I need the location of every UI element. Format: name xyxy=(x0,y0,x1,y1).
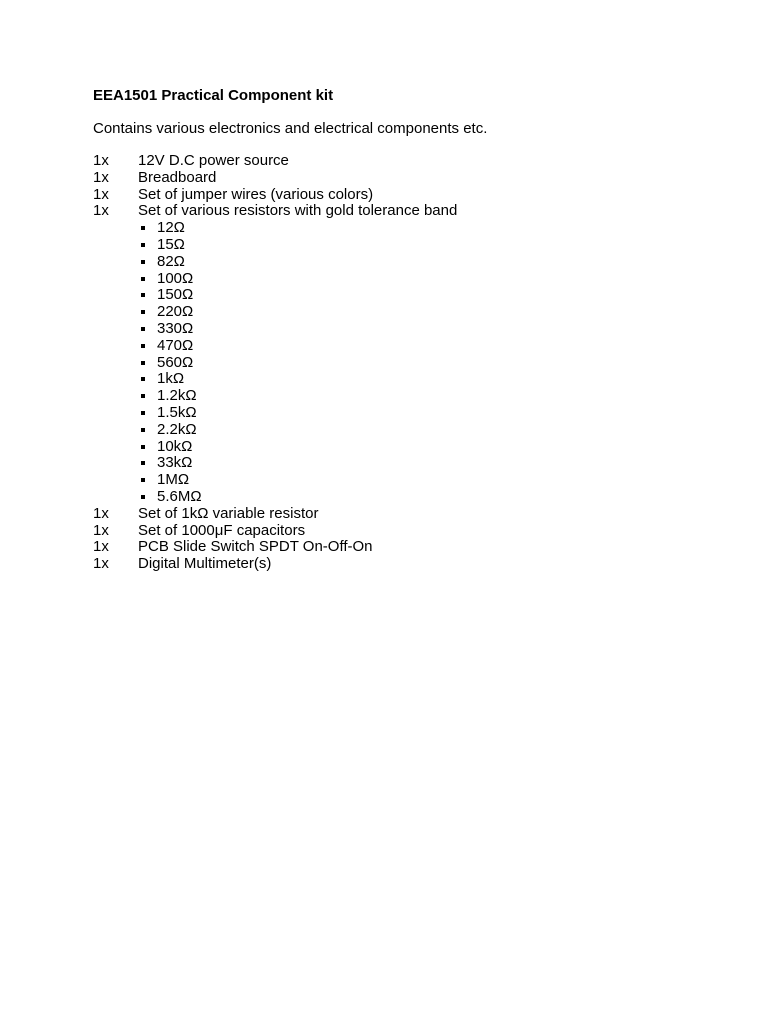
resistor-value: 33kΩ xyxy=(157,454,193,472)
item-description: Digital Multimeter(s) xyxy=(138,555,272,573)
item-quantity: 1x xyxy=(93,152,109,169)
square-bullet-icon xyxy=(141,277,145,281)
component-list xyxy=(93,153,693,573)
list-item xyxy=(93,153,693,170)
item-quantity: 1x xyxy=(93,538,109,556)
resistor-value-item xyxy=(93,371,693,388)
list-item xyxy=(93,187,693,204)
square-bullet-icon xyxy=(141,445,145,449)
square-bullet-icon xyxy=(141,344,145,348)
resistor-value-item xyxy=(93,489,693,506)
resistor-value: 2.2kΩ xyxy=(157,420,197,438)
resistor-value: 12Ω xyxy=(157,219,185,237)
square-bullet-icon xyxy=(141,411,145,415)
item-quantity: 1x xyxy=(93,185,109,203)
resistor-value-item xyxy=(93,220,693,237)
document-title: EEA1501 Practical Component kit xyxy=(93,87,334,104)
item-quantity: 1x xyxy=(93,555,109,573)
list-item xyxy=(93,556,693,573)
item-quantity: 1x xyxy=(93,202,109,220)
resistor-value-item xyxy=(93,455,693,472)
resistor-value-item xyxy=(93,321,693,338)
resistor-value-item xyxy=(93,405,693,422)
square-bullet-icon xyxy=(141,361,145,365)
item-description: 12V D.C power source xyxy=(138,152,289,169)
resistor-value-item xyxy=(93,304,693,321)
resistor-value-item xyxy=(93,355,693,372)
resistor-value: 560Ω xyxy=(157,353,194,371)
resistor-value-item xyxy=(93,254,693,271)
resistor-value: 15Ω xyxy=(157,235,185,253)
resistor-value: 1kΩ xyxy=(157,370,185,388)
list-item xyxy=(93,523,693,540)
resistor-value: 5.6MΩ xyxy=(157,487,202,505)
item-description: Set of 1000μF capacitors xyxy=(138,521,306,539)
list-item xyxy=(93,539,693,556)
resistor-value-item xyxy=(93,287,693,304)
resistor-value: 150Ω xyxy=(157,286,194,304)
resistor-value-item xyxy=(93,338,693,355)
square-bullet-icon xyxy=(141,478,145,482)
resistor-value: 100Ω xyxy=(157,269,194,287)
square-bullet-icon xyxy=(141,495,145,499)
resistor-value: 330Ω xyxy=(157,319,194,337)
resistor-value: 1.5kΩ xyxy=(157,403,197,421)
item-quantity: 1x xyxy=(93,504,109,522)
square-bullet-icon xyxy=(141,310,145,314)
square-bullet-icon xyxy=(141,377,145,381)
item-description: Set of jumper wires (various colors) xyxy=(138,185,374,203)
item-quantity: 1x xyxy=(93,521,109,539)
resistor-value-item xyxy=(93,472,693,489)
square-bullet-icon xyxy=(141,293,145,297)
item-description: PCB Slide Switch SPDT On-Off-On xyxy=(138,538,373,556)
item-description: Set of 1kΩ variable resistor xyxy=(138,504,319,522)
document-intro: Contains various electronics and electrical components etc. xyxy=(93,120,488,137)
resistor-value-item xyxy=(93,422,693,439)
square-bullet-icon xyxy=(141,327,145,331)
list-item xyxy=(93,170,693,187)
resistor-value-item xyxy=(93,388,693,405)
resistor-value-item xyxy=(93,439,693,456)
resistor-value: 220Ω xyxy=(157,303,194,321)
resistor-value-item xyxy=(93,271,693,288)
resistor-value: 1MΩ xyxy=(157,471,190,489)
square-bullet-icon xyxy=(141,260,145,264)
resistor-value: 1.2kΩ xyxy=(157,387,197,405)
list-item xyxy=(93,506,693,523)
square-bullet-icon xyxy=(141,226,145,230)
square-bullet-icon xyxy=(141,428,145,432)
item-description: Breadboard xyxy=(138,168,217,186)
resistor-value: 82Ω xyxy=(157,252,185,270)
resistor-value: 10kΩ xyxy=(157,437,193,455)
square-bullet-icon xyxy=(141,461,145,465)
square-bullet-icon xyxy=(141,243,145,247)
list-item xyxy=(93,203,693,220)
resistor-value: 470Ω xyxy=(157,336,194,354)
item-description: Set of various resistors with gold tolerance band xyxy=(138,202,458,220)
square-bullet-icon xyxy=(141,394,145,398)
item-quantity: 1x xyxy=(93,168,109,186)
resistor-value-item xyxy=(93,237,693,254)
